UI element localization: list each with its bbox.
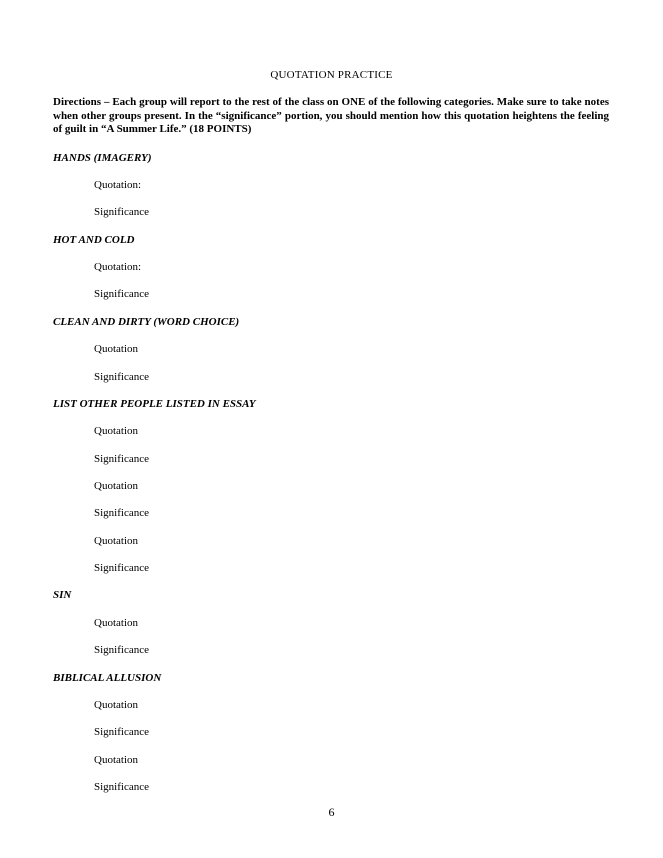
significance-label: Significance xyxy=(94,507,149,519)
quotation-label: Quotation xyxy=(94,425,138,437)
section-heading-other-people: LIST OTHER PEOPLE LISTED IN ESSAY xyxy=(53,398,256,410)
significance-label: Significance xyxy=(94,726,149,738)
section-heading-hot-and-cold: HOT AND COLD xyxy=(53,234,135,246)
significance-label: Significance xyxy=(94,644,149,656)
section-heading-biblical-allusion: BIBLICAL ALLUSION xyxy=(53,672,162,684)
significance-label: Significance xyxy=(94,371,149,383)
section-heading-hands: HANDS (IMAGERY) xyxy=(53,152,152,164)
quotation-label: Quotation xyxy=(94,535,138,547)
quotation-label: Quotation xyxy=(94,343,138,355)
quotation-label: Quotation xyxy=(94,754,138,766)
significance-label: Significance xyxy=(94,562,149,574)
directions-paragraph: Directions – Each group will report to the rest of the class on ONE of the following categories. Make sure to take notes when other groups present. In the “significance” portion, you should mention how this quotation heightens the feeling of guilt in “A Summer Life.” (18 POINTS) xyxy=(53,96,609,135)
quotation-label: Quotation: xyxy=(94,261,142,273)
page-number: 6 xyxy=(328,805,335,819)
significance-label: Significance xyxy=(94,206,149,218)
significance-label: Significance xyxy=(94,453,149,465)
quotation-label: Quotation: xyxy=(94,179,142,191)
section-heading-sin: SIN xyxy=(53,589,72,601)
quotation-label: Quotation xyxy=(94,699,138,711)
significance-label: Significance xyxy=(94,781,149,793)
quotation-label: Quotation xyxy=(94,480,138,492)
significance-label: Significance xyxy=(94,288,149,300)
page-title: QUOTATION PRACTICE xyxy=(270,69,393,81)
quotation-label: Quotation xyxy=(94,617,138,629)
section-heading-clean-and-dirty: CLEAN AND DIRTY (WORD CHOICE) xyxy=(53,316,240,328)
